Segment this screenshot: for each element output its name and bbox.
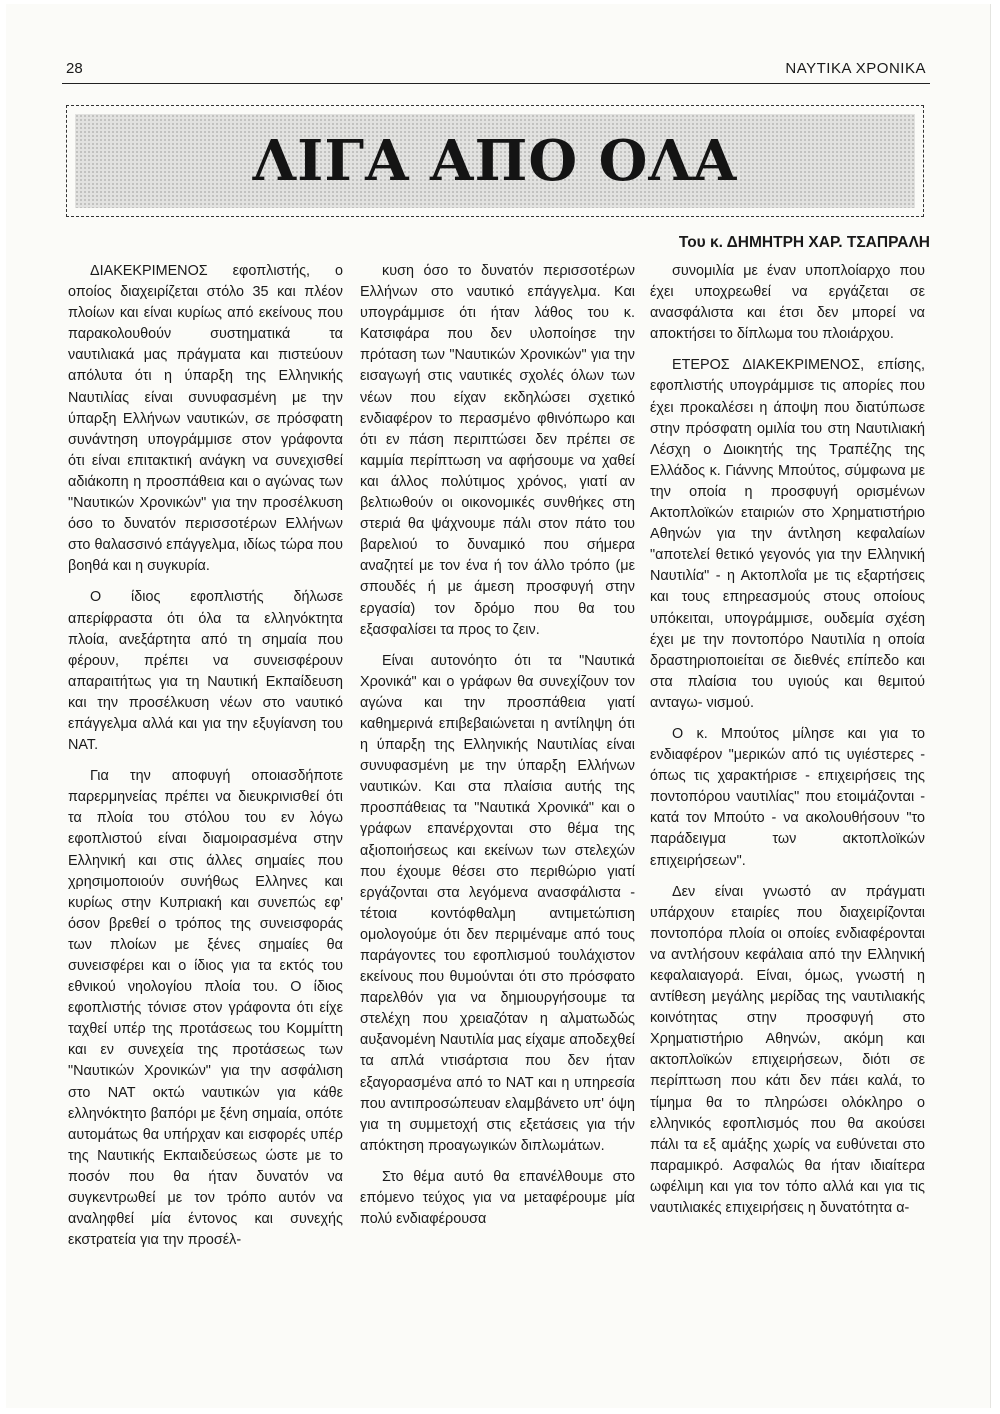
paragraph: συνομιλία με έναν υποπλοίαρχο που έχει υποχρεωθεί να εργάζεται σε ανασφάλιστα και έτσι δεν μπορεί να αποκτήσει το δίπλωμα του πλοιάρχου. [650, 263, 925, 343]
paragraph: κυση όσο το δυνατόν περισσοτέρων Ελλήνων στο ναυτικό επάγγελμα. Και υπογράμμισε ότι ήταν λάθος του κ. Κατσιφάρα που δεν υλοποίησε την πρόταση των "Ναυτικών Χρονικών" για την εισαγωγή στις ναυτικές σχολές όλων των νέων που είχαν εκδηλώσει σχετικό ενδιαφέρον το περασμένο φθινόπωρο και ότι εν πάση περιπτώσει δεν πρέπει σε καμμία περίπτωση να αφήσουμε να χαθεί και άλλος πολύτιμος χρόνος, γιατί αν βελτιωθούν οι οικονομικές συνθήκες στη στεριά θα ψάχνουμε πάλι στον πάτο του βαρελιού το δυναμικό που σήμερα αναζητεί με τον ένα ή τον άλλο τρόπο (με σπουδές ή με άμεση προσφυγή στην εργασία) τον δρόμο που θα του εξασφαλίσει τα προς το ζειν. [360, 263, 635, 638]
column-3 [650, 261, 925, 1229]
paragraph: Για την αποφυγή οποιασδήποτε παρερμηνείας πρέπει να διευκρινισθεί ότι τα πλοία του στόλου του εν λόγω εφοπλιστού είναι διαμοιρασμένα στην Ελληνική και στις άλλες σημαίες που χρησιμοποιούν συνήθως Ελληνες και κυρίως στην Κυπριακή και συνεπώς εφ' όσον βρεθεί ο τρόπος της συνεισφοράς των πλοίων με ξένες σημαίες θα συνεισφέρει και ο ίδιος για τα εκτός του εθνικού νηολογίου πλοία του. Ο ίδιος εφοπλιστής τόνισε στον γράφοντα ότι είχε ταχθεί υπέρ της προτάσεως του Κομμίττη και εν συνεχεία της προτάσεως των "Ναυτικών Χρονικών" για την ασφάλιση στο ΝΑΤ οκτώ ναυτικών για κάθε ελληνόκτητο βαπόρι με ξένη σημαία, οπότε αυτομάτως θα υπήρχαν και εισφορές υπέρ της Ναυτικής Εκπαιδεύσεως ώστε με το ποσόν που θα ήταν δυνατόν να συγκεντρωθεί με τον τρόπο αυτόν να αναληφθεί μία έντονος και συνεχής εκστρατεία για την προσέλ- [68, 768, 343, 1249]
paragraph: ΔΙΑΚΕΚΡΙΜΕΝΟΣ εφοπλιστής, ο οποίος διαχειρίζεται στόλο 35 και πλέον πλοίων και είναι κυρίως από εκείνους που παρακολουθούν συστηματικά τα ναυτιλιακά μας πράγματα και πιστεύουν απόλυτα ότι η ύπαρξη της Ελληνικής Ναυτιλίας είναι συνυφασμένη με την ύπαρξη Ελλήνων ναυτικών, σε πρόσφατη συνάντηση υπογράμμισε στον γράφοντα ότι είναι επιτακτική ανάγκη να συνεχισθεί αδιάκοπη η προσπάθεια και ο αγώνας των "Ναυτικών Χρονικών" για την προσέλκυση όσο το δυνατόν περισσοτέρων Ελλήνων στο θαλασσινό επάγγελμα, ιδίως τώρα που βοηθά και η συγκυρία. [68, 263, 343, 575]
title-background [75, 114, 915, 208]
byline: Του κ. ΔΗΜΗΤΡΗ ΧΑΡ. ΤΣΑΠΡΑΛΗ [678, 234, 930, 251]
paragraph: Ο ίδιος εφοπλιστής δήλωσε απερίφραστα ότι όλα τα ελληνόκτητα πλοία, ανεξάρτητα από τη σημαία που φέρουν, πρέπει να συνεισφέρουν απαραιτήτως για τη Ναυτική Εκπαίδευση και την προσέλκυση νέων στο ναυτικό επάγγελμα αλλά και για την εξυγίανση του ΝΑΤ. [68, 589, 343, 754]
article-title: ΛΙΓΑ ΑΠΟ ΟΛΑ [252, 128, 738, 194]
title-box [66, 105, 924, 217]
running-header [66, 60, 926, 82]
header-rule [62, 83, 930, 84]
column-1 [68, 261, 343, 1261]
paragraph: ΕΤΕΡΟΣ ΔΙΑΚΕΚΡΙΜΕΝΟΣ, επίσης, εφοπλιστής υπογράμμισε τις απορίες που έχει προκαλέσει η άποψη που διατύπωσε στην πρόσφατη ομιλία του στη Ναυτιλιακή Λέσχη ο Διοικητής της Τραπέζης της Ελλάδος κ. Γιάννης Μπούτος, σύμφωνα με την οποία η προσφυγή ορισμένων Ακτοπλοϊκών εταιριών στο Χρηματιστήριο Αθηνών για την άντληση κεφαλαίων "αποτελεί θετικό γεγονός για την Ελληνική Ναυτιλία" - η Ακτοπλοΐα με τις εξαρτήσεις και τους επηρεασμούς στους οποίους υπόκειται, υπογράμμισε, ουδεμία σχέση έχει με την ποντοπόρο Ναυτιλία η οποία δραστηριοποιείται σε διεθνές επίπεδο και στα πλαίσια του υγιούς και θεμιτού ανταγω- νισμού. [650, 357, 925, 711]
paragraph: Δεν είναι γνωστό αν πράγματι υπάρχουν εταιρίες που διαχειρίζονται ποντοπόρα πλοία οι οποίες ενδιαφέρονται να αντλήσουν κεφάλαια από την Ελληνική κεφαλαιαγορά. Είναι, όμως, γνωστή η αντίθεση μεγάλης μερίδας της ναυτιλιακής κοινότητας στην προσφυγή στο Χρηματιστήριο Αθηνών, ακόμη και ακτοπλοϊκών επιχειρήσεων, διότι σε περίπτωση που κάτι δεν πάει καλά, το τίμημα θα το πληρώσει ολόκληρο ο ελληνικός εφοπλισμός που θα ακούσει πάλι τα εξ αμάξης χωρίς να ευθύνεται στο παραμικρό. Ασφαλώς θα ήταν ιδιαίτερα ωφέλιμη και για τον τόπο αλλά και για τις ναυτιλιακές επιχειρήσεις η δυνατότητα α- [650, 883, 925, 1217]
paragraph: Είναι αυτονόητο ότι τα "Ναυτικά Χρονικά" και ο γράφων θα συνεχίζουν τον αγώνα και την προσπάθεια γιατί καθημερινά επιβεβαιώνεται η αντίληψη ότι η ύπαρξη της Ελληνικής Ναυτιλίας είναι συνυφασμένη με την ύπαρξη Ελλήνων ναυτικών. Και στα πλαίσια αυτής της προσπάθειας τα "Ναυτικά Χρονικά" και ο γράφων επανέρχονται στο θέμα της αξιοποιήσεως και εκείνων των στελεχών που έχουμε θέσει στο περιθώριο γιατί εργάζονται στα λεγόμενα ανασφάλιστα - τέτοια κοντόφθαλμη αντιμετώπιση ομολογούμε ότι δεν περιμέναμε από τους παράγοντες του εφοπλισμού τουλάχιστον εκείνους που θυμούνται ότι στο πρόσφατο παρελθόν για να δημιουργήσουμε τα στελέχη που χρειαζόταν η αλματωδώς αυξανομένη Ναυτιλία μας είχαμε αποδεχθεί τα απλά ντισάρτσια που δεν ήταν εξαγορασμένα από το ΝΑΤ και η υπηρεσία που αντιπροσώπευαν ελαμβάνετο υπ' όψη για τη συμμετοχή στις εξετάσεις για τήν απόκτηση προαγωγικών διπλωμάτων. [360, 652, 635, 1154]
column-2 [360, 261, 635, 1240]
paragraph: Ο κ. Μπούτος μίλησε και για το ενδιαφέρον "μερικών από τις υγιέστερες - όπως τις χαρακτήρισε - επιχειρήσεις της ποντοπόρου ναυτιλίας" που ετοιμάζονται - κατά τον Μπούτο - να ακολουθήσουν "το παράδειγμα των ακτοπλοϊκών επιχειρήσεων". [650, 725, 925, 869]
page-number: 28 [66, 60, 83, 77]
paragraph: Στο θέμα αυτό θα επανέλθουμε στο επόμενο τεύχος για να μεταφέρουμε μία πολύ ενδιαφέρουσα [360, 1168, 635, 1228]
magazine-name: ΝΑΥΤΙΚΑ ΧΡΟΝΙΚΑ [785, 60, 926, 77]
